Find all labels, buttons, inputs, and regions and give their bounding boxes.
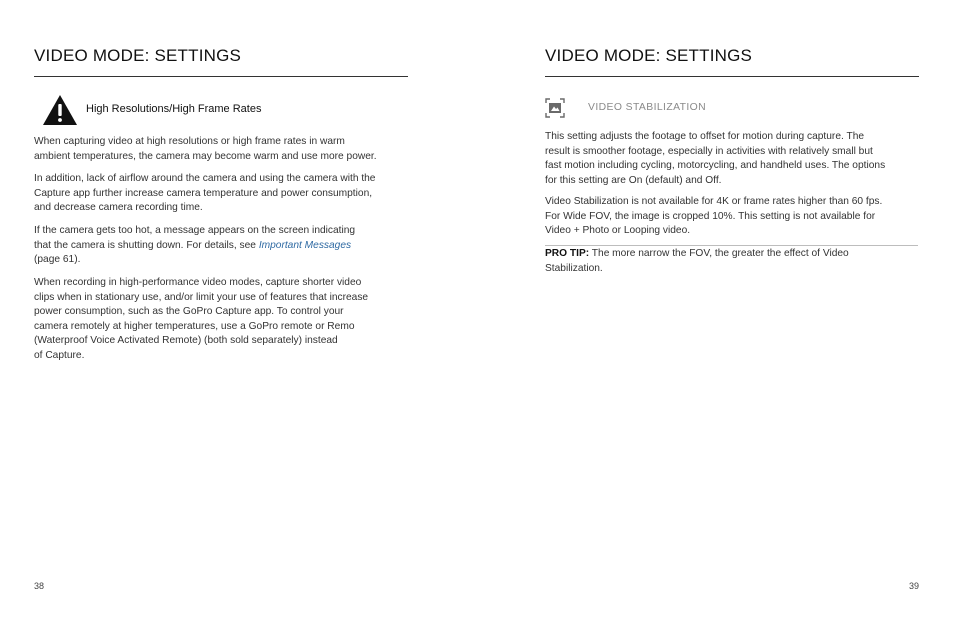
text-line: fast motion including cycling, motorcycling, and handheld uses. The options xyxy=(545,160,886,171)
text-line: camera remotely at higher temperatures, use a GoPro remote or Remo xyxy=(34,320,355,332)
paragraph-stabilization xyxy=(545,130,917,188)
paragraph-airflow xyxy=(34,172,410,216)
text-line: clips when in stationary use, and/or limit your use of features that increase xyxy=(34,291,369,303)
right-page xyxy=(477,0,954,618)
page-number: 39 xyxy=(909,581,920,591)
text-line: If the camera gets too hot, a message appears on the screen indicating xyxy=(34,225,356,236)
text-line: result is smoother footage, especially in activities with relatively small but xyxy=(545,145,873,157)
text-line: power consumption, such as the GoPro Capture app. To control your xyxy=(34,306,344,317)
text-line: (Waterproof Voice Activated Remote) (both sold separately) instead xyxy=(34,335,338,346)
important-messages-link[interactable]: Important Messages xyxy=(258,239,352,251)
warning-triangle-icon xyxy=(42,94,78,126)
page-title: VIDEO MODE: SETTINGS xyxy=(545,46,753,65)
text-line: Video + Photo or Looping video. xyxy=(545,225,691,236)
text-line: When recording in high-performance video modes, capture shorter video xyxy=(34,277,362,288)
section-label: VIDEO STABILIZATION xyxy=(588,102,707,113)
text-line: and decrease camera recording time. xyxy=(34,202,203,213)
text-line: Video Stabilization is not available for 4K or frame rates higher than 60 fps. xyxy=(545,196,883,207)
page-title: VIDEO MODE: SETTINGS xyxy=(34,46,242,65)
title-divider xyxy=(545,76,919,77)
paragraph-heat xyxy=(34,135,410,164)
page-number: 38 xyxy=(34,581,45,591)
pro-tip xyxy=(545,247,917,276)
text-line: In addition, lack of airflow around the camera and using the camera with the xyxy=(34,173,376,184)
warning-title: High Resolutions/High Frame Rates xyxy=(86,103,262,115)
text-line: Capture app further increase camera temperature and power consumption, xyxy=(34,187,373,199)
text-fragment: that the camera is shutting down. For details, see xyxy=(34,239,259,251)
video-stabilization-icon xyxy=(545,98,565,118)
text-line xyxy=(545,247,917,262)
text-line: For Wide FOV, the image is cropped 10%. This setting is not available for xyxy=(545,210,876,222)
text-line: for this setting are On (default) and Off. xyxy=(545,174,722,186)
text-fragment: The more narrow the FOV, the greater the effect of Video xyxy=(589,248,849,259)
paragraph-too-hot xyxy=(34,224,410,268)
paragraph-availability xyxy=(545,195,917,239)
text-line: ambient temperatures, the camera may become warm and use more power. xyxy=(34,150,377,162)
text-line: (page 61). xyxy=(34,254,81,265)
text-line xyxy=(34,239,410,254)
text-line: Stabilization. xyxy=(545,262,603,274)
text-line: This setting adjusts the footage to offset for motion during capture. The xyxy=(545,131,865,142)
pro-tip-label: PRO TIP: xyxy=(545,248,590,259)
paragraph-high-performance xyxy=(34,276,410,363)
pro-tip-divider xyxy=(545,245,918,246)
text-line: When capturing video at high resolutions or high frame rates in warm xyxy=(34,136,345,147)
title-divider xyxy=(34,76,408,77)
text-line: of Capture. xyxy=(34,349,85,361)
